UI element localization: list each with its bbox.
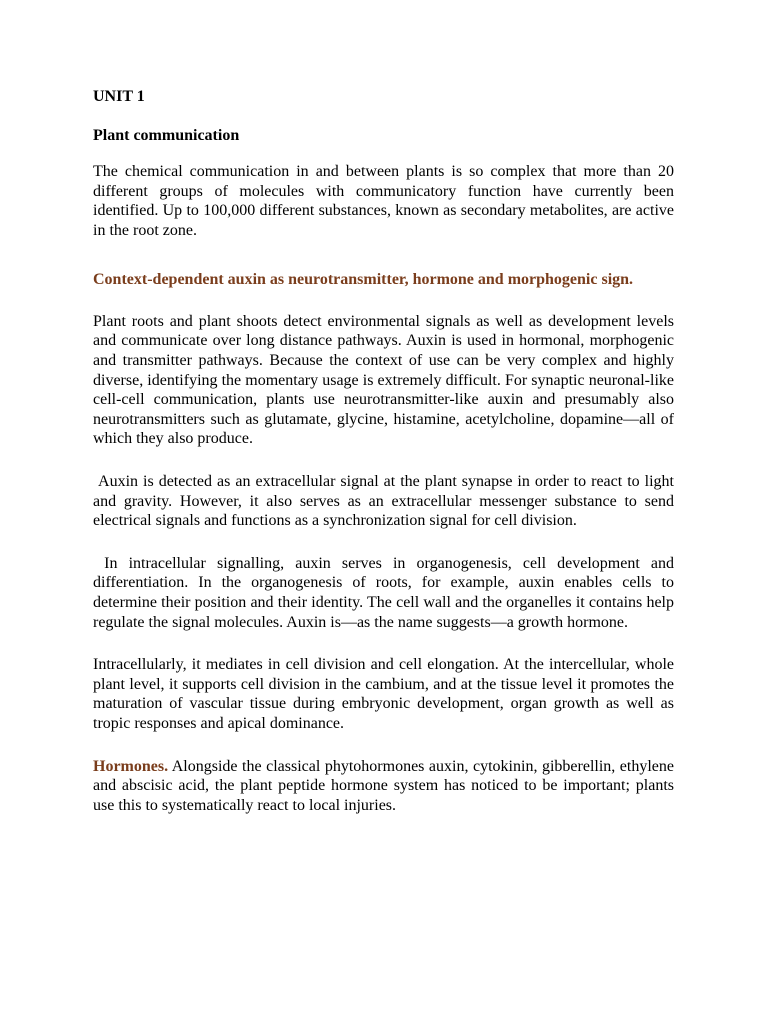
hormones-text: Alongside the classical phytohormones auxin, cytokinin, gibberellin, ethylene and abscisic acid, the plant peptide hormone system has noticed to be important; plants use this to systematically react to local injuries. — [93, 757, 674, 814]
hormones-paragraph — [93, 757, 674, 816]
document-page — [93, 86, 674, 838]
paragraph-roots-shoots: Plant roots and plant shoots detect environmental signals as well as development levels and communicate over long distance pathways. Auxin is used in hormonal, morphogenic and transmitter pathways. Because the context of use can be very complex and highly diverse, identifying the momentary usage is extremely difficult. For synaptic neuronal-like cell-cell communication, plants use neurotransmitter-like auxin and presumably also neurotransmitters such as glutamate, glycine, histamine, acetylcholine, dopamine—all of which they also produce. — [93, 312, 674, 448]
paragraph-cell-division: Intracellularly, it mediates in cell division and cell elongation. At the intercellular, whole plant level, it supports cell division in the cambium, and at the tissue level it promotes the maturation of vascular tissue during embryonic development, organ growth as well as tropic responses and apical dominance. — [93, 656, 674, 732]
hormones-label: Hormones. — [93, 757, 169, 775]
paragraph-intracellular-signalling: In intracellular signalling, auxin serves in organogenesis, cell development and differentiation. In the organogenesis of roots, for example, auxin enables cells to determine their position and their identity. The cell wall and the organelles it contains help regulate the signal molecules. Auxin is—as the name suggests—a growth hormone. — [93, 554, 674, 631]
paragraph-extracellular-signal: Auxin is detected as an extracellular signal at the plant synapse in order to react to light and gravity. However, it also serves as an extracellular messenger substance to send electrical signals and functions as a synchronization signal for cell division. — [93, 473, 674, 530]
document-title: Plant communication — [93, 127, 240, 144]
intro-paragraph: The chemical communication in and between plants is so complex that more than 20 different groups of molecules with communicatory function have currently been identified. Up to 100,000 different substances, known as secondary metabolites, are active in the root zone. — [93, 163, 674, 239]
unit-title: UNIT 1 — [93, 88, 145, 105]
section-heading: Context-dependent auxin as neurotransmitter, hormone and morphogenic sign. — [93, 271, 634, 289]
